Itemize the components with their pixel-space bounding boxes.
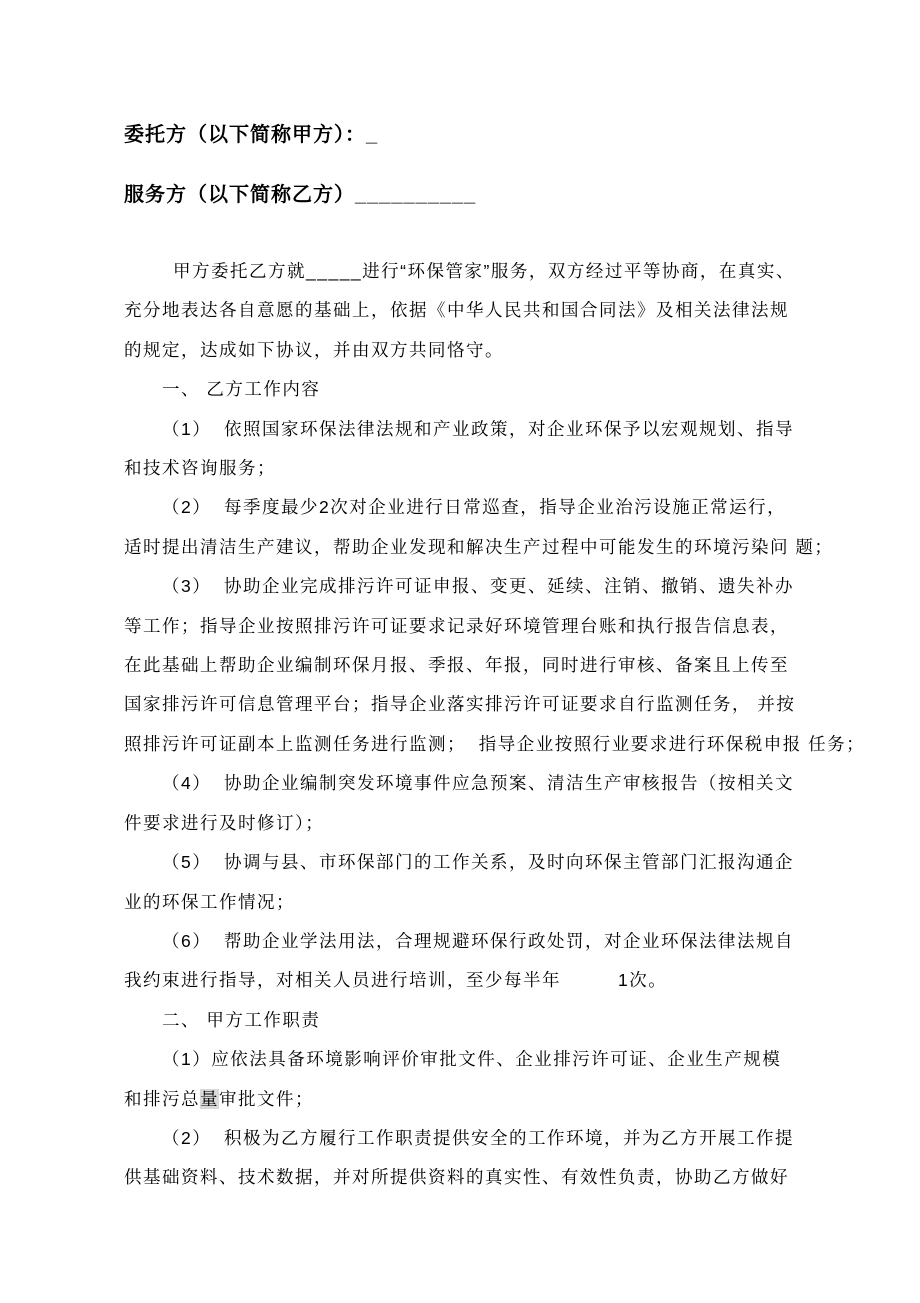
clause-line: 和技术咨询服务；: [124, 458, 276, 479]
clause-line: 供基础资料、技术数据，并对所提供资料的真实性、有效性负责，协助乙方做好: [124, 1167, 789, 1188]
clause-line: 等工作；指导企业按照排污许可证要求记录好环境管理台账和执行报告信息表，: [124, 615, 789, 636]
clause-line: （6） 帮助企业学法用法，合理规避环保行政处罚，对企业环保法律法规自: [162, 930, 794, 951]
clause-line: 我约束进行指导，对相关人员进行培训，至少每半年 1次。: [124, 970, 668, 991]
section-1-heading: 一、 乙方工作内容: [162, 379, 321, 400]
clause-line: 业的环保工作情况；: [124, 891, 295, 912]
clause-line: 国家排污许可信息管理平台；指导企业落实排污许可证要求自行监测任务， 并按: [124, 694, 796, 715]
clause-line: （2） 积极为乙方履行工作职责提供安全的工作环境，并为乙方开展工作提: [162, 1127, 794, 1148]
clause-line: （1） 依照国家环保法律法规和产业政策，对企业环保予以宏观规划、指导: [162, 418, 794, 439]
clause-line: （4） 协助企业编制突发环境事件应急预案、清洁生产审核报告（按相关文: [162, 773, 794, 794]
party-b-line: 服务方（以下简称乙方）__________: [124, 184, 477, 206]
intro-line: 的规定，达成如下协议，并由双方共同恪守。: [124, 339, 504, 360]
intro-line: 甲方委托乙方就_____进行“环保管家”服务，双方经过平等协商，在真实、: [173, 261, 795, 281]
clause-line: （2） 每季度最少2次对企业进行日常巡查，指导企业治污设施正常运行，: [162, 497, 787, 518]
clause-text: 审批文件；: [219, 1088, 314, 1109]
clause-text: 和排污总: [124, 1088, 200, 1109]
clause-line: （1）应依法具备环境影响评价审批文件、企业排污许可证、企业生产规模: [162, 1049, 782, 1070]
clause-line: （3） 协助企业完成排污许可证申报、变更、延续、注销、撤销、遗失补办: [162, 576, 794, 597]
clause-line: 在此基础上帮助企业编制环保月报、季报、年报，同时进行审核、备案且上传至: [124, 655, 789, 676]
intro-line: 充分地表达各自意愿的基础上，依据《中华人民共和国合同法》及相关法律法规: [124, 300, 789, 321]
party-a-line: 委托方（以下简称甲方）：_: [124, 124, 379, 146]
clause-line: 适时提出清洁生产建议，帮助企业发现和解决生产过程中可能发生的环境污染问 题；: [124, 536, 834, 557]
clause-line: （5） 协调与县、市环保部门的工作关系，及时向环保主管部门汇报沟通企: [162, 852, 794, 873]
section-2-heading: 二、 甲方工作职责: [162, 1009, 321, 1030]
contract-body: [124, 252, 866, 1198]
shaded-character: 量: [200, 1088, 219, 1109]
clause-line: [124, 1080, 804, 1119]
clause-line: 照排污许可证副本上监测任务进行监测； 指导企业按照行业要求进行环保税申报 任务；: [124, 733, 866, 754]
clause-line: 件要求进行及时修订）；: [124, 812, 325, 833]
